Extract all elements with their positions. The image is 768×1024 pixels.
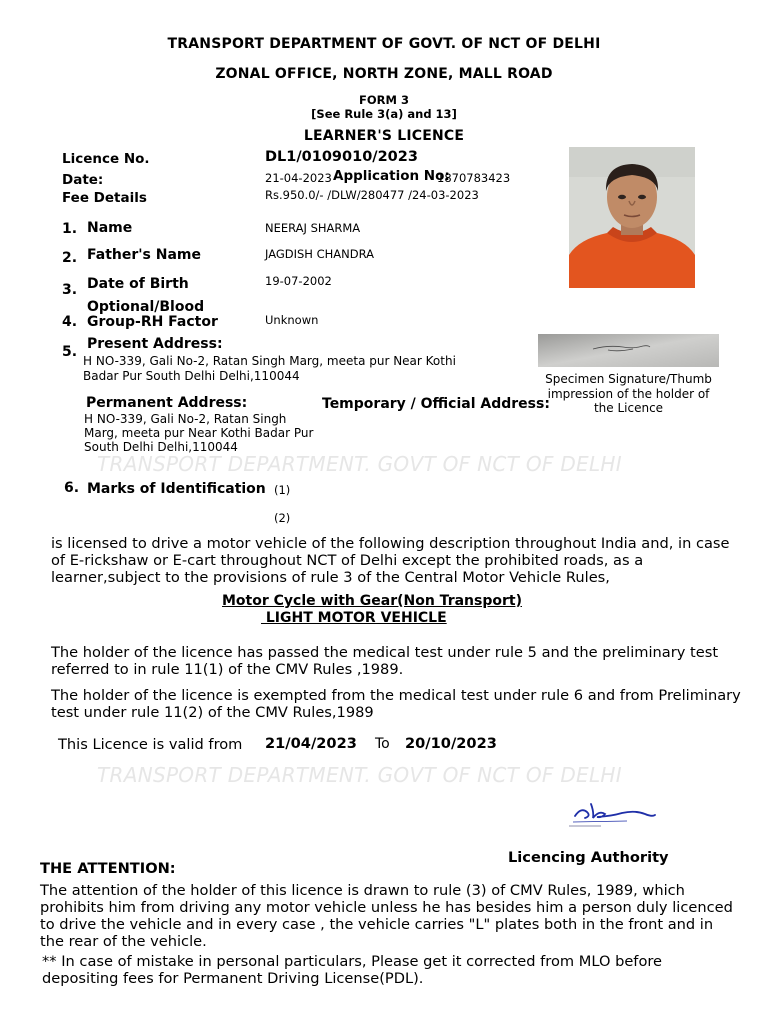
vehicle-class-2: LIGHT MOTOR VEHICLE <box>261 610 447 626</box>
attention-text: The attention of the holder of this licence is drawn to rule (3) of CMV Rules, 1989, which prohibits him from driving any motor vehicle unless he has besides him a person duly licenced to drive the vehicle and in every case , the vehicle carries "L" plates both in the front and in the rear of the vehicle. <box>40 882 733 950</box>
present-address-label: Present Address: <box>87 336 223 352</box>
document-title: LEARNER'S LICENCE <box>303 128 465 144</box>
licence-no-label: Licence No. <box>62 151 150 167</box>
medical-passed-text: The holder of the licence has passed the medical test under rule 5 and the preliminary test referred to in rule 11(1) of the CMV Rules ,1989. <box>51 644 719 678</box>
watermark-2: TRANSPORT DEPARTMENT. GOVT OF NCT OF DELHI <box>97 763 622 787</box>
dob-value: 19-07-2002 <box>265 274 332 288</box>
blood-group-label-line2: Group-RH Factor <box>87 314 218 330</box>
licencing-authority: Licencing Authority <box>508 849 669 866</box>
valid-from-date: 21/04/2023 <box>265 735 357 752</box>
signature-caption <box>538 372 719 416</box>
licence-no-value: DL1/0109010/2023 <box>265 149 418 165</box>
present-address-line2: Badar Pur South Delhi Delhi,110044 <box>83 369 300 383</box>
fathers-name-value: JAGDISH CHANDRA <box>265 247 375 261</box>
permanent-address-line3: South Delhi Delhi,110044 <box>84 440 238 454</box>
blood-group-label-line1: Optional/Blood <box>87 299 205 315</box>
zonal-office-title: ZONAL OFFICE, NORTH ZONE, MALL ROAD <box>215 66 553 82</box>
attention-title: THE ATTENTION: <box>40 860 176 877</box>
name-value: NEERAJ SHARMA <box>265 221 361 235</box>
permanent-address-label: Permanent Address: <box>86 395 248 411</box>
form-rule: [See Rule 3(a) and 13] <box>311 107 457 121</box>
field-number-5: 5. <box>62 344 78 360</box>
fathers-name-label: Father's Name <box>87 247 201 263</box>
medical-exempt-text: The holder of the licence is exempted from the medical test under rule 6 and from Preliminary test under rule 11(2) of the CMV Rules,1989 <box>51 687 741 721</box>
field-number-6: 6. <box>64 480 80 496</box>
temporary-address-label: Temporary / Official Address: <box>322 396 550 412</box>
date-label: Date: <box>62 172 104 188</box>
mark-2: (2) <box>274 511 291 525</box>
signature-caption-line3: the Licence <box>593 401 664 415</box>
name-label: Name <box>87 220 133 236</box>
signature-specimen <box>538 334 719 367</box>
authority-signature <box>567 798 662 832</box>
dob-label: Date of Birth <box>87 276 189 292</box>
watermark-1: TRANSPORT DEPARTMENT. GOVT OF NCT OF DELHI <box>97 452 622 476</box>
mark-1: (1) <box>274 483 291 497</box>
present-address-line1: H NO-339, Gali No-2, Ratan Singh Marg, meeta pur Near Kothi <box>83 354 456 368</box>
blood-group-value: Unknown <box>265 313 319 327</box>
application-no-value: 1870783423 <box>437 171 511 185</box>
vehicle-class-1: Motor Cycle with Gear(Non Transport) <box>222 593 522 609</box>
attention-note: ** In case of mistake in personal particulars, Please get it corrected from MLO before depositing fees for Permanent Driving License(PDL). <box>42 953 663 987</box>
licensed-text: is licensed to drive a motor vehicle of the following description throughout India and, in case of E-rickshaw or E-cart throughout NCT of Delhi except the prohibited roads, as a learner,subject to the provisions of rule 3 of the Central Motor Vehicle Rules, <box>51 535 730 586</box>
field-number-4: 4. <box>62 314 78 330</box>
permanent-address-line2: Marg, meeta pur Near Kothi Badar Pur <box>84 426 314 440</box>
valid-to-date: 20/10/2023 <box>405 735 497 752</box>
marks-of-identification-label: Marks of Identification <box>87 481 266 497</box>
date-value: 21-04-2023 <box>265 171 332 185</box>
valid-to-label: To <box>375 736 390 752</box>
application-no-label: Application No: <box>333 168 450 184</box>
holder-photo <box>569 147 695 288</box>
field-number-2: 2. <box>62 250 78 266</box>
signature-caption-line2: impression of the holder of <box>547 386 710 401</box>
field-number-3: 3. <box>62 282 78 298</box>
validity-label: This Licence is valid from <box>58 736 243 753</box>
fee-details-label: Fee Details <box>62 190 147 206</box>
signature-caption-line1: Specimen Signature/Thumb <box>545 372 712 386</box>
department-title: TRANSPORT DEPARTMENT OF GOVT. OF NCT OF DELHI <box>167 36 601 52</box>
fee-details-value: Rs.950.0/- /DLW/280477 /24-03-2023 <box>265 188 479 202</box>
form-number: FORM 3 <box>359 93 409 107</box>
field-number-1: 1. <box>62 221 78 237</box>
permanent-address-line1: H NO-339, Gali No-2, Ratan Singh <box>84 412 287 426</box>
